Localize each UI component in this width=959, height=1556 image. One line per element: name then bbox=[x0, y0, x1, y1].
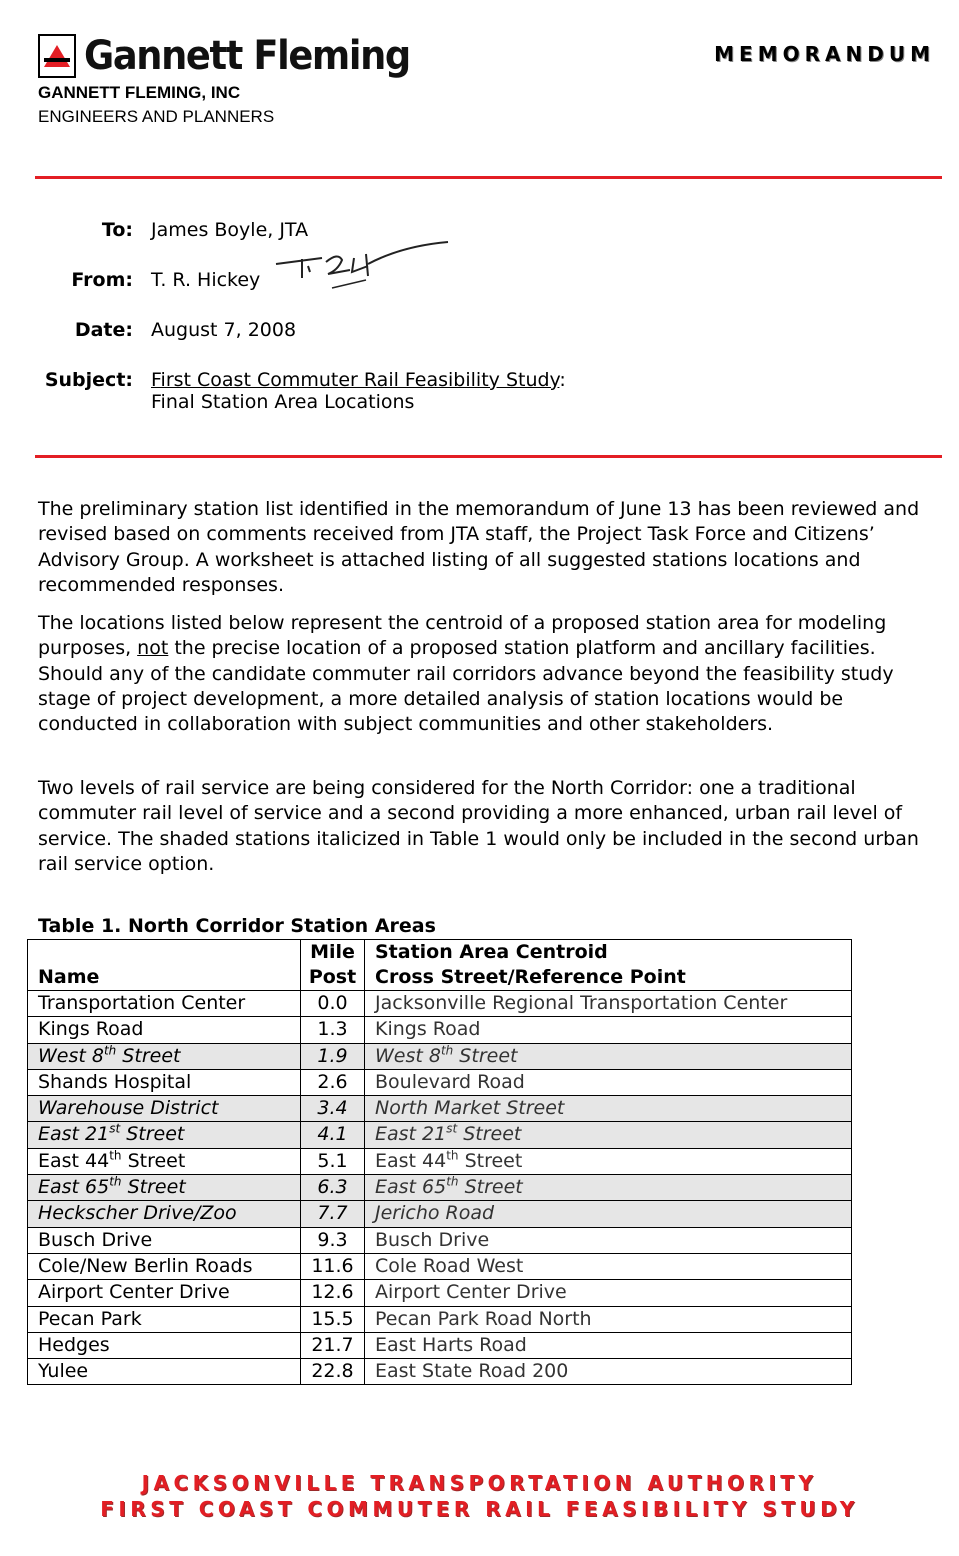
subject-divider bbox=[35, 455, 942, 458]
reference-point-cell: North Market Street bbox=[365, 1096, 852, 1122]
date-label: Date: bbox=[74, 319, 133, 341]
station-name-cell: Warehouse District bbox=[28, 1096, 301, 1122]
mile-post-cell: 9.3 bbox=[301, 1227, 365, 1253]
station-name-cell: Transportation Center bbox=[28, 991, 301, 1017]
table-header-row bbox=[28, 940, 852, 991]
table-row bbox=[28, 1306, 852, 1332]
table-row bbox=[28, 1201, 852, 1227]
reference-point-cell: East 44th Street bbox=[365, 1148, 852, 1174]
table-row bbox=[28, 1017, 852, 1043]
table-title: Table 1. North Corridor Station Areas bbox=[38, 915, 436, 937]
mile-post-cell: 1.9 bbox=[301, 1043, 365, 1069]
table-row bbox=[28, 1148, 852, 1174]
mile-post-cell: 21.7 bbox=[301, 1332, 365, 1358]
station-name-cell: Cole/New Berlin Roads bbox=[28, 1253, 301, 1279]
emphasis-not: not bbox=[137, 637, 169, 660]
signature-initials bbox=[272, 236, 452, 296]
station-name-cell: Busch Drive bbox=[28, 1227, 301, 1253]
mile-post-cell: 22.8 bbox=[301, 1359, 365, 1385]
table-row bbox=[28, 1359, 852, 1385]
mile-post-cell: 3.4 bbox=[301, 1096, 365, 1122]
reference-point-cell: East State Road 200 bbox=[365, 1359, 852, 1385]
station-name-cell: Airport Center Drive bbox=[28, 1280, 301, 1306]
table-row bbox=[28, 1096, 852, 1122]
mile-post-cell: 11.6 bbox=[301, 1253, 365, 1279]
footer-line-1: JACKSONVILLE TRANSPORTATION AUTHORITY bbox=[141, 1471, 818, 1495]
station-name-cell: East 65th Street bbox=[28, 1175, 301, 1201]
station-name-cell: Heckscher Drive/Zoo bbox=[28, 1201, 301, 1227]
mile-post-cell: 5.1 bbox=[301, 1148, 365, 1174]
mile-post-cell: 0.0 bbox=[301, 991, 365, 1017]
from-label: From: bbox=[71, 269, 133, 291]
document-type-title: MEMORANDUM bbox=[714, 42, 935, 66]
gannett-fleming-logo-icon bbox=[38, 34, 76, 78]
reference-point-cell: Busch Drive bbox=[365, 1227, 852, 1253]
col-header-name: Name bbox=[28, 940, 301, 991]
body-paragraph-1: The preliminary station list identified in the memorandum of June 13 has been reviewed and revised based on comments received from JTA staff, the Project Task Force and Citizens’ Advisory Group. A worksheet is attached listing of all suggested stations locations and recommended responses. bbox=[38, 498, 920, 596]
mile-post-cell: 7.7 bbox=[301, 1201, 365, 1227]
table-row bbox=[28, 1175, 852, 1201]
station-name-cell: Pecan Park bbox=[28, 1306, 301, 1332]
mile-post-cell: 6.3 bbox=[301, 1175, 365, 1201]
mile-post-cell: 4.1 bbox=[301, 1122, 365, 1148]
body-paragraph-3: Two levels of rail service are being considered for the North Corridor: one a traditional commuter rail level of service and a second providing a more enhanced, urban rail level of service. The shaded stations italicized in Table 1 would only be included in the second urban rail service option. bbox=[38, 777, 919, 875]
col-header-reference: Station Area Centroid Cross Street/Reference Point bbox=[365, 940, 852, 991]
date-value: August 7, 2008 bbox=[151, 319, 297, 341]
table-row bbox=[28, 1069, 852, 1095]
subject-study-title: First Coast Commuter Rail Feasibility Study bbox=[151, 369, 560, 391]
subject-value: First Coast Commuter Rail Feasibility Study: Final Station Area Locations bbox=[151, 369, 566, 413]
mile-post-cell: 2.6 bbox=[301, 1069, 365, 1095]
logo-wordmark: Gannett Fleming bbox=[84, 33, 410, 79]
reference-point-cell: Airport Center Drive bbox=[365, 1280, 852, 1306]
table-row bbox=[28, 991, 852, 1017]
reference-point-cell: Jacksonville Regional Transportation Center bbox=[365, 991, 852, 1017]
from-value: T. R. Hickey bbox=[151, 269, 261, 291]
company-info bbox=[38, 81, 274, 129]
to-label: To: bbox=[101, 219, 133, 241]
to-value: James Boyle, JTA bbox=[151, 219, 309, 241]
subject-label: Subject: bbox=[44, 369, 133, 391]
mile-post-cell: 1.3 bbox=[301, 1017, 365, 1043]
station-areas-table bbox=[27, 939, 852, 1385]
reference-point-cell: East Harts Road bbox=[365, 1332, 852, 1358]
reference-point-cell: East 65th Street bbox=[365, 1175, 852, 1201]
body-paragraph-2: The locations listed below represent the centroid of a proposed station area for modeling purposes, not the precise location of a proposed station platform and ancillary facilities. Should any of the candidate commuter rail corridors advance beyond the feasibility study stage of project development, a more detailed analysis of station locations would be conducted in collaboration with subject communities and other stakeholders. bbox=[38, 612, 894, 736]
station-name-cell: Hedges bbox=[28, 1332, 301, 1358]
station-name-cell: Yulee bbox=[28, 1359, 301, 1385]
reference-point-cell: West 8th Street bbox=[365, 1043, 852, 1069]
subject-line2: Final Station Area Locations bbox=[151, 391, 415, 413]
table-row bbox=[28, 1253, 852, 1279]
reference-point-cell: Cole Road West bbox=[365, 1253, 852, 1279]
station-name-cell: Kings Road bbox=[28, 1017, 301, 1043]
header-divider bbox=[35, 176, 942, 179]
mile-post-cell: 12.6 bbox=[301, 1280, 365, 1306]
col-header-mile-post: Mile Post bbox=[301, 940, 365, 991]
mile-post-cell: 15.5 bbox=[301, 1306, 365, 1332]
company-tagline: ENGINEERS AND PLANNERS bbox=[38, 107, 275, 126]
table-row bbox=[28, 1227, 852, 1253]
station-name-cell: West 8th Street bbox=[28, 1043, 301, 1069]
reference-point-cell: Kings Road bbox=[365, 1017, 852, 1043]
footer-line-2: FIRST COAST COMMUTER RAIL FEASIBILITY STUDY bbox=[100, 1497, 859, 1521]
table-row bbox=[28, 1332, 852, 1358]
station-name-cell: East 44th Street bbox=[28, 1148, 301, 1174]
table-row bbox=[28, 1280, 852, 1306]
reference-point-cell: Jericho Road bbox=[365, 1201, 852, 1227]
company-name: GANNETT FLEMING, INC bbox=[38, 83, 241, 102]
table-row bbox=[28, 1122, 852, 1148]
reference-point-cell: Pecan Park Road North bbox=[365, 1306, 852, 1332]
station-name-cell: Shands Hospital bbox=[28, 1069, 301, 1095]
reference-point-cell: Boulevard Road bbox=[365, 1069, 852, 1095]
station-name-cell: East 21st Street bbox=[28, 1122, 301, 1148]
reference-point-cell: East 21st Street bbox=[365, 1122, 852, 1148]
company-logo bbox=[38, 30, 438, 82]
table-row bbox=[28, 1043, 852, 1069]
